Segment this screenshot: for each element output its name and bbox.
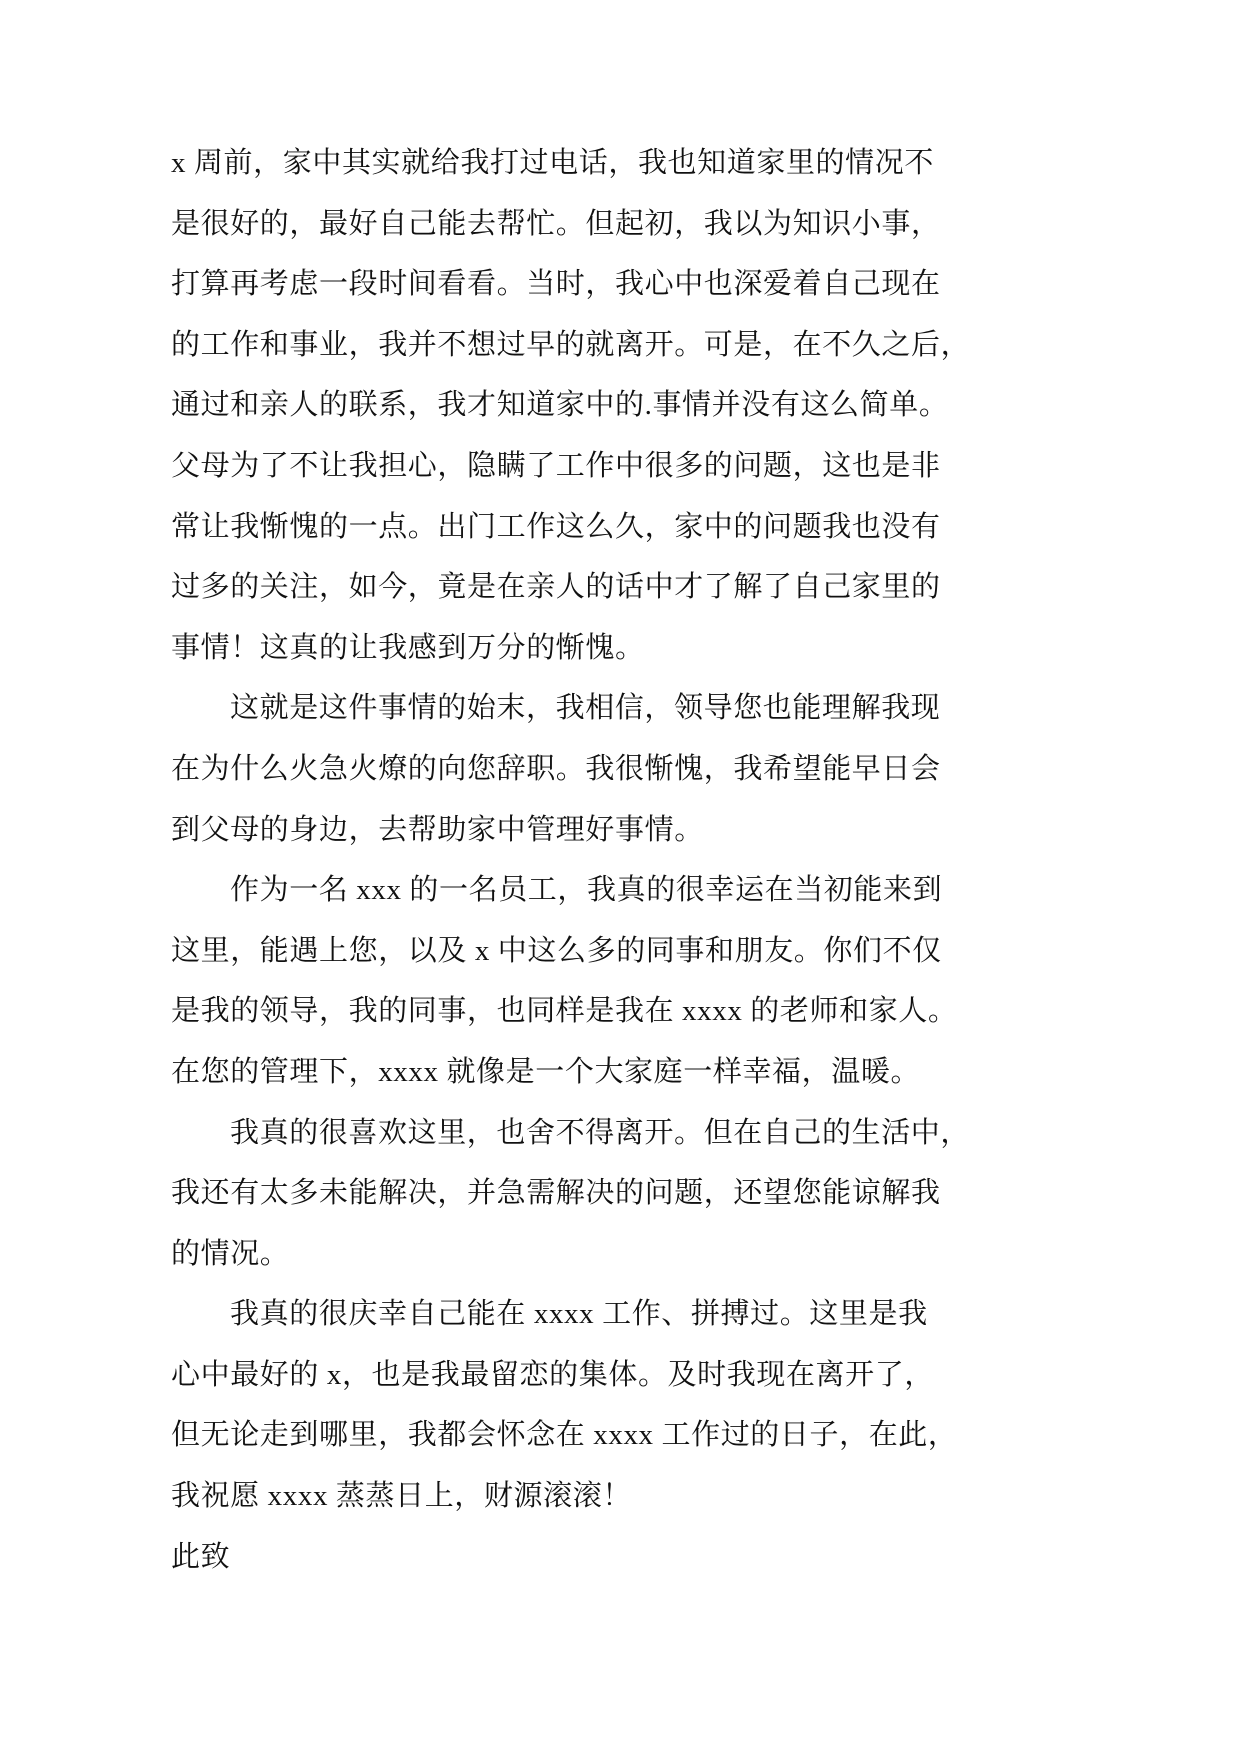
text-line: 的情况。 bbox=[171, 1237, 290, 1270]
text-line: 我真的很喜欢这里，也舍不得离开。但在自己的生活中， bbox=[230, 1116, 971, 1149]
text-line: 过多的关注，如今，竟是在亲人的话中才了解了自己家里的 bbox=[171, 571, 941, 604]
text-line: 常让我惭愧的一点。出门工作这么久，家中的问题我也没有 bbox=[171, 510, 941, 543]
text-line: 是我的领导，我的同事，也同样是我在 xxxx 的老师和家人。 bbox=[171, 995, 958, 1028]
closing-salutation bbox=[171, 1527, 1071, 1588]
text-line: 是很好的，最好自己能去帮忙。但起初，我以为知识小事， bbox=[171, 207, 941, 240]
text-line: 到父母的身边，去帮助家中管理好事情。 bbox=[171, 813, 704, 846]
paragraph-3 bbox=[171, 860, 1071, 1102]
text-line: 在您的管理下，xxxx 就像是一个大家庭一样幸福，温暖。 bbox=[171, 1055, 921, 1088]
text-line: 在为什么火急火燎的向您辞职。我很惭愧，我希望能早日会 bbox=[171, 752, 941, 785]
text-line: 父母为了不让我担心，隐瞒了工作中很多的问题，这也是非 bbox=[171, 449, 941, 482]
text-line: 我还有太多未能解决，并急需解决的问题，还望您能谅解我 bbox=[171, 1177, 941, 1210]
text-line: 事情！这真的让我感到万分的惭愧。 bbox=[171, 631, 645, 664]
text-line: 心中最好的 x，也是我最留恋的集体。及时我现在离开了， bbox=[171, 1358, 934, 1391]
paragraph-4 bbox=[171, 1103, 1071, 1285]
text-line: 打算再考虑一段时间看看。当时，我心中也深爱着自己现在 bbox=[171, 268, 941, 301]
text-line: 这就是这件事情的始末，我相信，领导您也能理解我现 bbox=[230, 692, 941, 725]
document-body bbox=[171, 133, 1071, 1587]
text-line: 通过和亲人的联系，我才知道家中的.事情并没有这么简单。 bbox=[171, 389, 949, 422]
text-line: 我真的很庆幸自己能在 xxxx 工作、拼搏过。这里是我 bbox=[230, 1298, 928, 1331]
text-line: 此致 bbox=[171, 1540, 231, 1573]
paragraph-2 bbox=[171, 678, 1071, 860]
text-line: 作为一名 xxx 的一名员工，我真的很幸运在当初能来到 bbox=[230, 874, 943, 907]
text-line: 我祝愿 xxxx 蒸蒸日上，财源滚滚！ bbox=[171, 1480, 632, 1513]
paragraph-5 bbox=[171, 1284, 1071, 1526]
text-line: x 周前，家中其实就给我打过电话，我也知道家里的情况不 bbox=[171, 147, 934, 179]
text-line: 的工作和事业，我并不想过早的就离开。可是，在不久之后， bbox=[171, 328, 971, 361]
text-line: 但无论走到哪里，我都会怀念在 xxxx 工作过的日子，在此， bbox=[171, 1419, 958, 1452]
paragraph-1 bbox=[171, 133, 1071, 678]
text-line: 这里，能遇上您，以及 x 中这么多的同事和朋友。你们不仅 bbox=[171, 934, 942, 967]
